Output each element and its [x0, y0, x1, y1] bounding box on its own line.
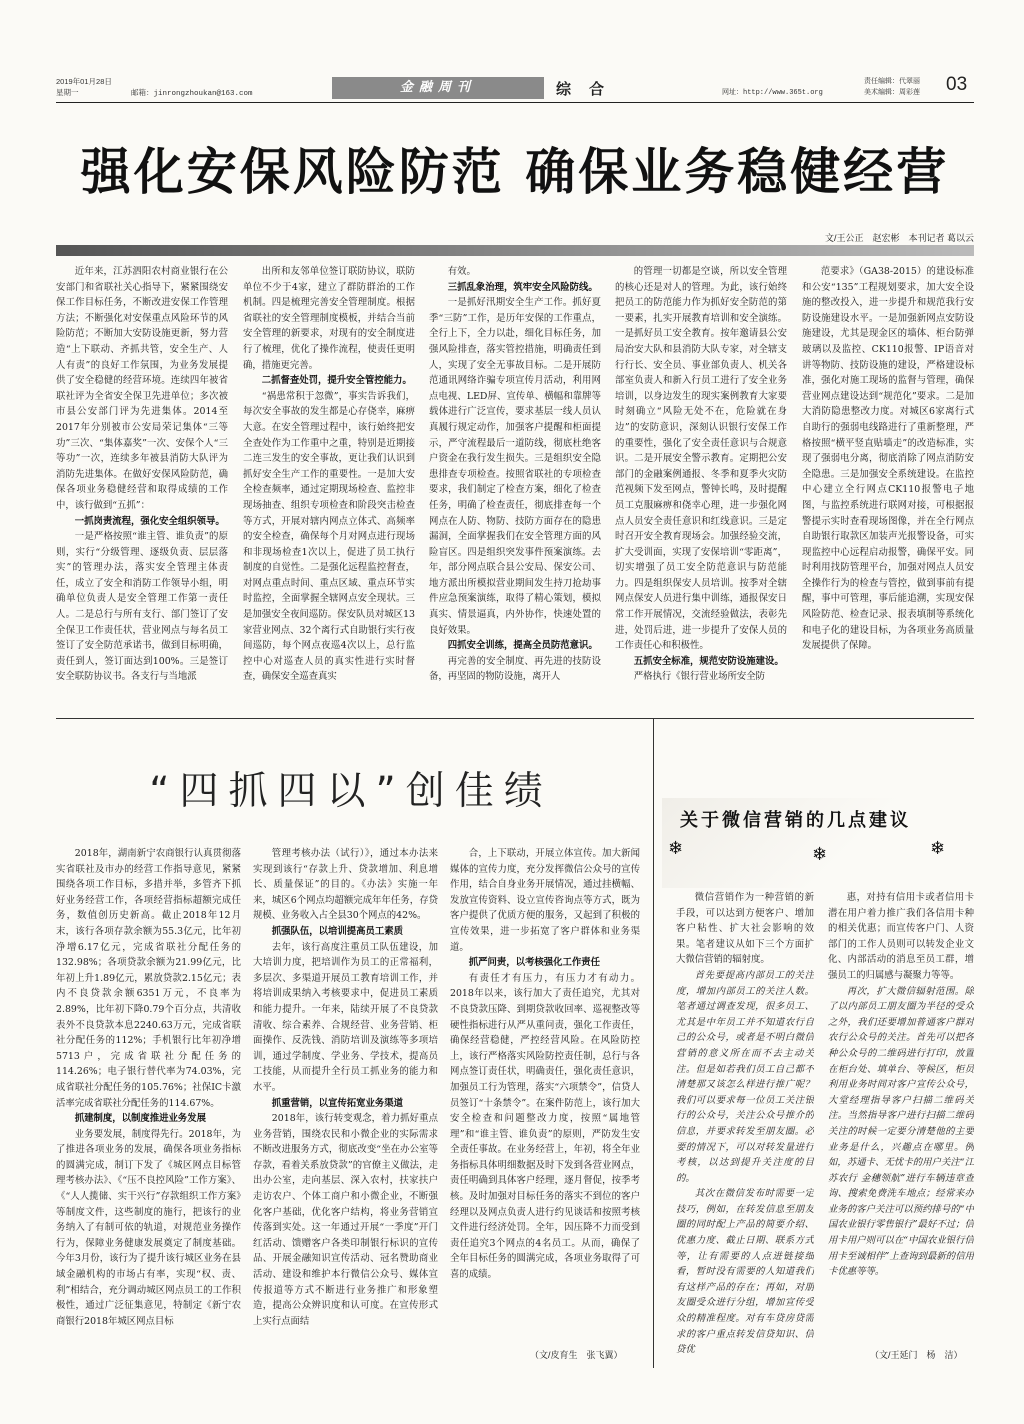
subheading: 抓重营销，以宣传拓宽业务渠道	[271, 1097, 404, 1109]
paragraph: 首先要提高内部员工的关注度，增加内部员工的关注人数。笔者通过调查发现，很多员工、尤其是中年员工并不知道农行自己的公众号，或者是不明白微信营销的意义所在而不去主动关注。但是如若我们员工自己都不清楚那又该怎么样进行推广呢？我们可以要求每一位员工关注银行的公众号，关注公众号推介的信息，并要求转发至朋友圈。必要的情况下，可以对转发量进行考核，以达到提升关注度的目的。	[676, 969, 814, 1184]
subheading: 抓建制度，以制度推进业务发展	[74, 1113, 207, 1125]
art-editor: 美术编辑：周彩莲	[864, 89, 920, 96]
paragraph: 微信营销作为一种营销的新手段，可以达到方便客户、增加客户粘性、扩大社会影响的效果。笔者建议从如下三个方面扩大微信营销的辐射度。	[676, 892, 814, 966]
chief-editor: 责任编辑：代翠丽	[864, 78, 920, 85]
subheading: 三抓乱象治理，筑牢安全风险防线。	[447, 281, 598, 293]
article3-title: 关于微信营销的几点建议	[680, 810, 911, 831]
article1-column-3	[429, 264, 601, 712]
paragraph: 近年来，江苏泗阳农村商业银行在公安部门和省联社关心指导下，紧紧围绕安保工作目标任务，不断改进安保工作管理方法；不断强化对安保重点风险环节的风险防范；不断加大安防设施更新，努力营造“上下联动、齐抓共管，安全生产、人人有责”的良好工作氛围，为业务发展提供了安全稳健的经营环境。连续四年被省联社评为全省安全保卫先进单位；多次被市县公安部门评为先进集体。2014至2017年分别被市公安局荣记集体“三等功”三次、“集体嘉奖”一次、安保个人“三等功”一次，连续多年被县消防大队评为消防先进集体。在做好安保风险防范，确保各项业务稳健经营和取得成绩的工作中，该行做到“五抓”：	[56, 266, 228, 511]
paragraph: 范要求》（GA38-2015）的建设标准和公安“135”工程规划要求，加大安全设施的整改投入，进一步提升和规范我行安防设施建设水平。一是加强新网点安防设施建设，尤其是现金区的墙体、柜台防弹玻璃以及监控、CK110报警、IP语音对讲等物防、技防设施的建设，严格建设标准，强化对施工现场的监督与管理，确保营业网点建设达到“规范化”要求。二是加大消防隐患整改力度。对城区6家离行式自助行的强弱电线路进行了重新整理，严格按照“横平竖直贴墙走”的改造标准，实现了强弱电分离，彻底消除了网点消防安全隐患。三是加强安全系统建设。在监控中心建立全行网点CK110报警电子地图，与监控系统进行联网对接，可根据报警提示实时查看现场图像，并在全行网点自助银行取款区加装声光报警设备，可实现监控中心远程启动报警，确保平安。同时利用找防管理平台，加强对网点人员安全操作行为的检查与管控，做到事前有提醒，事中可管理，事后能追溯，实现安保风险防范、检查记录、报表填制等系统化和电子化的建设目标，为各项业务高质量发展提供了保障。	[802, 266, 974, 652]
paragraph: 再完善的安全制度、再先进的技防设备，再坚固的物防设施，离开人	[429, 655, 601, 683]
article3-title-box	[662, 798, 974, 888]
article3-column-2	[828, 890, 974, 1346]
paragraph: 有责任才有压力，有压力才有动力。2018年以来，该行加大了责任追究，尤其对不良贷款压降、到期贷款收回率、巡视整改等硬性指标进行从严从重问责，强化工作责任，确保经营稳健，严控经营风险。在风险防控上，该行严格落实风险防控责任制，总行与各网点签订责任状，明确责任，强化责任意识，加强员工行为管理，落实“六项禁令”，信贷人员签订“十条禁令”。在案件防范上，该行加大安全检查和问题整改力度，按照“属地管理”和“谁主管、谁负责”的原则，严防发生安全责任事故。在业务经营上，年初，将全年业务指标具体明细数据及时下发到各营业网点，责任明确到具体客户经理，逐月督促，按季考核。及时加强对目标任务的落实不到位的客户经理以及网点负责人进行约见谈话和按照考核文件进行经济处罚。全年，因压降不力而受到责任追究3个网点的4名员工。从而，确保了全年目标任务的圆满完成，各项业务取得了可喜的成绩。	[450, 972, 640, 1281]
paragraph: 管理考核办法（试行）》，通过本办法来实现到该行“存款上升、贷款增加、利息增长、质量保证”的目的。《办法》实施一年来，城区6个网点均超额完成年年任务，存贷规模、业务收入占全县30个网点的42%。	[253, 848, 438, 922]
editors	[864, 76, 920, 98]
byline: 文/王公正 赵宏彬 本刊记者 葛以云	[824, 233, 974, 243]
issue-date	[56, 76, 112, 98]
weekday-text: 星期一	[56, 88, 79, 97]
article1-column-4	[615, 264, 787, 712]
paragraph: 2018年，该行转变观念，着力抓好重点业务营销，围绕农民和小微企业的实际需求不断改进服务方式，彻底改变“坐在办公室等存款，看着关系放贷款”的官僚主义做法，走出办公室，走向基层、深入农村，扶家扶户走访农户、个体工商户和小微企业，不断强化客户基础，优化客户结构，将业务营销宣传落到实处。这一年通过开展“一季度”开门红活动、馈赠客户各类印制银行标识的宣传品、开展金融知识宣传活动、冠名赞助商业活动、建设和维护本行微信公众号、媒体宣传报道等方式不断进行业务推广和形象塑造，提高公众辨识度和认可度。在宣传形式上实行点面结	[253, 1113, 438, 1327]
article1-column-5	[802, 264, 974, 712]
paragraph: 一是抓好汛期安全生产工作。抓好夏季“三防”工作，是历年安保的工作重点，全行上下，全力以赴，细化目标任务，加强风险排查，落实管控措施，明确责任到人，实现了安全无事故目标。二是开展防范通讯网络诈骗专项宣传月活动，利用网点电视、LED屏、宣传单、横幅和靠牌等载体进行广泛宣传，要求基层一线人员认真履行规定动作，加强客户提醒和柜面提示，严守流程最后一道防线，彻底杜绝客户资金在我行发生损失。三是组织安全隐患排查专项检查。按照省联社的专项检查要求，我们制定了检查方案，细化了检查任务，明确了检查责任，彻底排查每一个网点在人防、物防、技防方面存在的隐患漏洞，全面掌握我们在安全管理方面的风险盲区。四是组织突发事件预案演练。去年，部分网点联合县公安局、保安公司、地方派出所模拟营业期间发生持刀抢劫事件应急预案演练，取得了精心策划，模拟真实、情景逼真，内外协作，快速处置的良好效果。	[429, 297, 601, 636]
gradient-bar	[56, 245, 974, 256]
main-headline: 强化安保风险防范 确保业务稳健经营	[80, 143, 950, 201]
subheading: 四抓安全训练，提高全员防范意识。	[447, 640, 598, 652]
subheading: 抓严问责，以考核强化工作责任	[468, 957, 601, 969]
email-text: 邮箱：jinrongzhoukan@163.com	[131, 90, 253, 98]
paragraph: 再次，扩大微信辐射范围。除了以内部员工朋友圈为半径的受众之外，我们还要增加普通客户群对农行公众号的关注。首先可以把各种公众号的二维码进行打印，放置在柜台处、填单台、等候区，柜员利用业务时间对客户宣传公众号，大堂经理指导客户扫描二维码关注。当然指导客户进行扫描二维码关注的时候一定要分清楚他的主要业务是什么，兴趣点在哪里。例如，苏通卡、无忧卡的用户关注“江苏农行 金穗领航”进行车辆违章查询、搜索免费洗车地点；经常来办业务的客户关注可以预约排号的“中国农业银行零售银行”最好不过；信用卡用户则可以在“中国农业银行信用卡至诚相伴”上查询到最新的信用卡优惠等等。	[828, 985, 974, 1278]
snowflake-icon: ❄	[930, 838, 949, 859]
header-rule	[56, 102, 974, 103]
column-divider	[653, 718, 654, 1368]
url-text: 网址：http://www.365t.org	[722, 89, 823, 97]
page-header	[56, 72, 974, 104]
article3-credit: （文/王延门 杨 洁）	[870, 1350, 963, 1360]
article2-column-3	[450, 846, 640, 1342]
article2-title: “四抓四以”创佳绩	[149, 769, 553, 814]
subheading: 五抓安全标准，规范安防设施建设。	[633, 655, 784, 667]
article1-column-1	[56, 264, 228, 712]
paragraph: 业务要发展，制度得先行。2018年，为了推进各项业务的发展，确保各项业务指标的圆满完成，制订下发了《城区网点目标管理考核办法》、《“压不良控风险”工作方案》、《“人人揽储、实干兴行”存款组织工作方案》等制度文件，这些制度的施行，把该行的业务纳入了有制可依的轨道，对规范业务操作行为，保障业务健康发展奠定了制度基础。今年3月份，该行为了提升该行城区业务在县域金融机构的市场占有率，实现“权、责、利”相结合，充分调动城区网点员工的工作积极性，通过广泛征集意见，特制定《新宁农商银行2018年城区网点目标	[56, 1128, 241, 1327]
paragraph: 出所和友邻单位签订联防协议，联防单位不少于4家，建立了群防群治的工作机制。四是梳理完善安全管理制度。根据省联社的安全管理制度模板，并结合当前安全管理的新要求，对现有的安全制度进行了梳理，优化了操作流程，使责任更明确，措施更完善。	[243, 266, 415, 371]
paragraph: 其次在微信发布时需要一定技巧，例如，在转发信息至朋友圈的同时配上产品的简要介绍、优惠力度、截止日期、联系方式等，让有需要的人点进链接细看，暂时没有需要的人知道我们有这样产品的存在；再如，对朋友圈受众进行分组，增加宣传受众的精准程度。对有车贷房贷需求的客户重点转发信贷知识、信贷优	[676, 1188, 814, 1356]
paragraph: 有效。	[447, 266, 476, 277]
article2-credit: （文/皮育生 张飞翼）	[530, 1350, 623, 1360]
paragraph: 一是严格按照“谁主管、谁负责”的原则，实行“分级管理、逐级负责、层层落实”的管理办法，落实安全管理主体责任，成立了安全和消防工作领导小组，明确单位负责人是安全管理工作第一责任人。二是总行与所有支行、部门签订了安全保卫工作责任状，营业网点与每名员工签订了安全防范承诺书，做到目标明确，责任到人，签订面达到100%。三是签订安全联防协议书。各支行与当地派	[56, 531, 228, 683]
subheading: 一抓岗责流程，强化安全组织领导。	[74, 515, 225, 527]
paragraph: “祸患常积于忽微”，事实告诉我们，每次安全事故的发生都是心存侥幸，麻痹大意。在安全管理过程中，该行始终把安全查处作为工作重中之重，特别是近期接二连三发生的安全事故，更让我们认识到抓好安全生产工作的重要性。一是加大安全检查频率，通过定期现场检查、监控非现场抽查、组织专项检查和阶段突击检查等方式，开展对辖内网点立体式、高频率的安全检查，确保每个月对网点进行现场和非现场检查1次以上，促进了员工执行制度的自觉性。二是强化远程监控督查，对网点重点时间、重点区域、重点环节实时监控，全面掌握全辖网点安全现状。三是加强安全夜间巡防。保安队员对城区13家营业网点、32个离行式自助银行实行夜间巡防，每个网点夜巡4次以上，总行监控中心对巡查人员的真实性进行实时督查，确保安全巡查真实	[243, 390, 415, 683]
paragraph: 2018年，湖南新宁农商银行认真贯彻落实省联社及市办的经营工作指导意见，紧紧围绕各项工作目标，多措并举，多管齐下抓好业务经营工作，各项经营指标超额完成任务，数值创历史新高。截止2018年12月末，该行各项存款余额为55.3亿元，比年初净增6.17亿元，完成省联社分配任务的132.98%；各项贷款余额为21.99亿元，比年初上升1.89亿元，累放贷款2.15亿元；表内不良贷款余额6351万元，不良率为2.89%，比年初下降0.79个百分点，共清收表外不良贷款本息2240.63万元，完成省联社分配任务的112%；手机银行比年初净增5713户，完成省联社分配任务的114.26%；电子银行替代率为74.03%，完成省联社分配任务的105.76%；社保IC卡激活率完成省联社分配任务的114.67%。	[56, 848, 241, 1109]
paragraph: 惠，对持有信用卡或者信用卡潜在用户着力推广我们各信用卡种的相关优惠；而宣传客户门、人资部门的工作人员则可以转发企业文化、内部活动的消息至员工群，增强员工的归属感与凝聚力等等。	[828, 892, 974, 981]
page-number: 03	[946, 74, 968, 95]
article2-column-1	[56, 846, 241, 1366]
paragraph: 严格执行《银行营业场所安全防	[633, 671, 766, 683]
snowflake-icon: ❄	[812, 844, 831, 865]
paragraph: 去年，该行高度注重员工队伍建设，加大培训力度，把培训作为员工的正常福利，多层次、多渠道开展员工教育培训工作，并将培训成果纳入考核要求中，促进员工素质和能力提升。一年来，陆续开展了不良贷款清收、综合素养、合规经营、业务营销、柜面操作、反洗钱、消防培训及演练等多项培训，通过学制度、学业务、学技术，提高员工技能，从而提升全行员工抓业务的能力和水平。	[253, 941, 438, 1093]
article1-column-2	[243, 264, 415, 712]
article2-column-2	[253, 846, 438, 1366]
article3-column-1	[676, 890, 814, 1366]
section-name: 综合	[556, 80, 623, 98]
paragraph: 的管理一切都是空谈，所以安全管理的核心还是对人的管理。为此，该行始终把员工的防范能力作为抓好安全防范的第一要素，扎实开展教育培训和安全演练。一是抓好员工安全教育。按年邀请县公安局治安大队和县消防大队专家，对全辖支行行长、安全员、事业部负责人、机关各部室负责人和新入行员工进行了安全业务培训，以身边发生的现实案例教育大家要时刻确立“风险无处不在，危险就在身边”的安防意识，深刻认识银行安保工作的重要性，强化了安全责任意识与合规意识。二是开展安全警示教育。定期把公安部门的金融案例通报、冬季和夏季火灾防范视频下发至网点，警钟长鸣，及时提醒员工克服麻痹和侥幸心理，进一步强化网点人员安全责任意识和红线意识。三是定时召开安全教育现场会。加强经验交流，扩大受训面，实现了安保培训“零距离”，切实增强了员工安全防范意识与防范能力。四是组织保安人员培训。按季对全辖网点保安人员进行集中训练，通报保安日常工作开展情况，交流经验做法，表彰先进，处罚后进，进一步提升了安保人员的工作责任心和积极性。	[615, 266, 787, 652]
masthead-banner: 金融周刊	[332, 77, 544, 99]
date-text: 2019年01月28日	[56, 77, 112, 86]
subheading: 抓强队伍，以培训提高员工素质	[271, 925, 404, 937]
snowflake-icon: ❄	[668, 838, 687, 859]
subheading: 二抓督查处罚，提升安全管控能力。	[261, 375, 412, 387]
paragraph: 合，上下联动，开展立体宣传。加大新闻媒体的宣传力度，充分发挥微信公众号的宣传作用，结合自身业务开展情况，通过挂横幅、发放宣传资料、设立宣传咨询点等方式，既为客户提供了优质方便的服务，又起到了积极的宣传效果，进一步拓宽了客户群体和业务渠道。	[450, 848, 640, 953]
section-divider	[56, 718, 974, 719]
